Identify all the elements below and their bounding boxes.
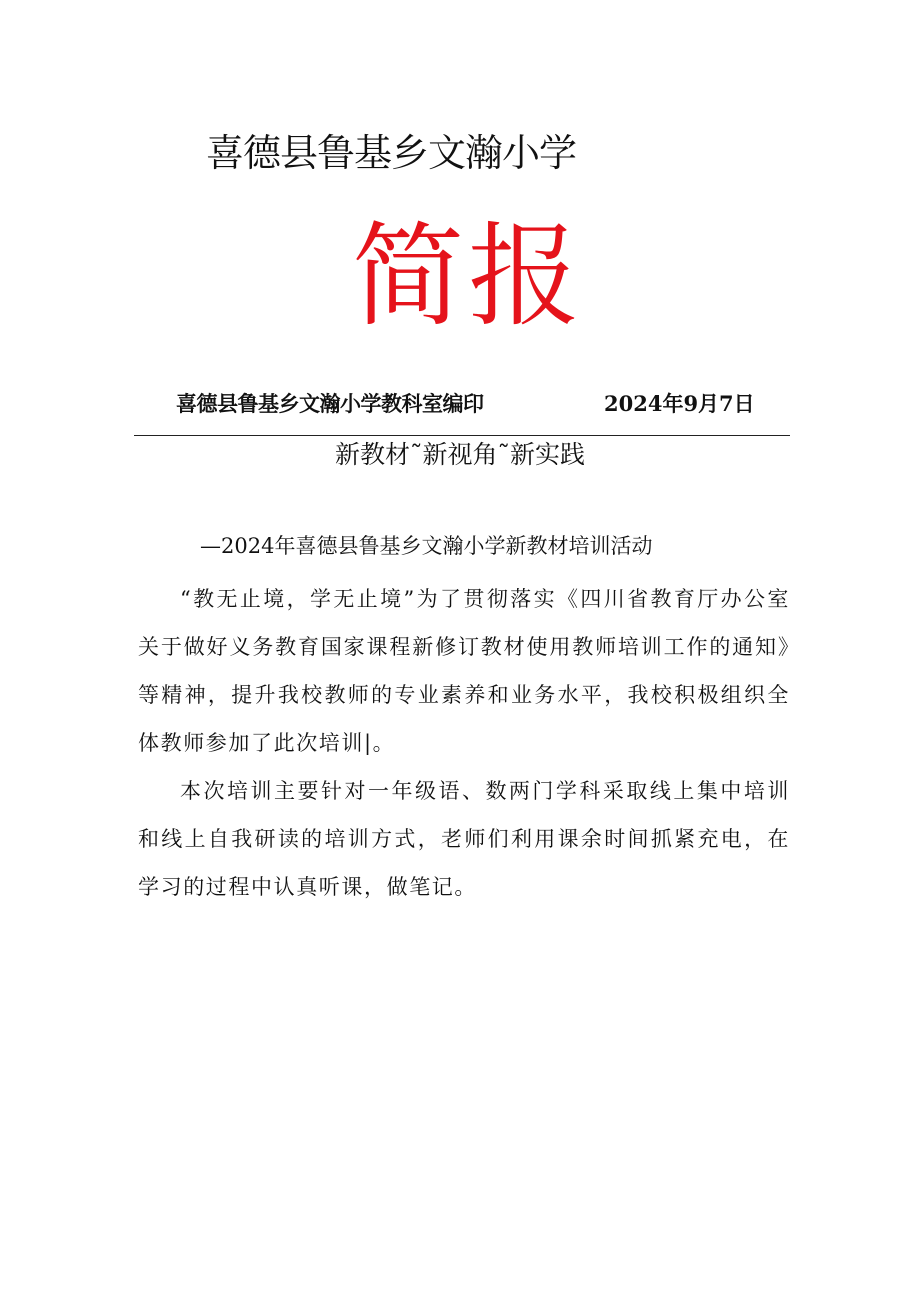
article-subtitle: —2024年喜德县鲁基乡文瀚小学新教材培训活动 bbox=[200, 534, 653, 558]
bulletin-title: 简报 bbox=[352, 212, 584, 342]
article-paragraph: 本次培训主要针对一年级语、数两门学科采取线上集中培训和线上自我研读的培训方式，老师们利用课余时间抓紧充电，在学习的过程中认真听课，做笔记。 bbox=[138, 779, 790, 899]
article-paragraph: “教无止境，学无止境”为了贯彻落实《四川省教育厅办公室关于做好义务教育国家课程新修订教材使用教师培训工作的通知》等精神，提升我校教师的专业素养和业务水平，我校积极组织全体教师参加了此次培训|。 bbox=[138, 587, 790, 755]
article-title: 新教材˜新视角˜新实践 bbox=[334, 440, 585, 469]
issue-date: 2024年9月7日 bbox=[604, 391, 755, 416]
editor-credit: 喜德县鲁基乡文瀚小学教科室编印 bbox=[176, 391, 484, 416]
masthead-line bbox=[176, 388, 756, 418]
header-divider bbox=[134, 435, 790, 436]
school-name: 喜德县鲁基乡文瀚小学 bbox=[206, 131, 577, 175]
